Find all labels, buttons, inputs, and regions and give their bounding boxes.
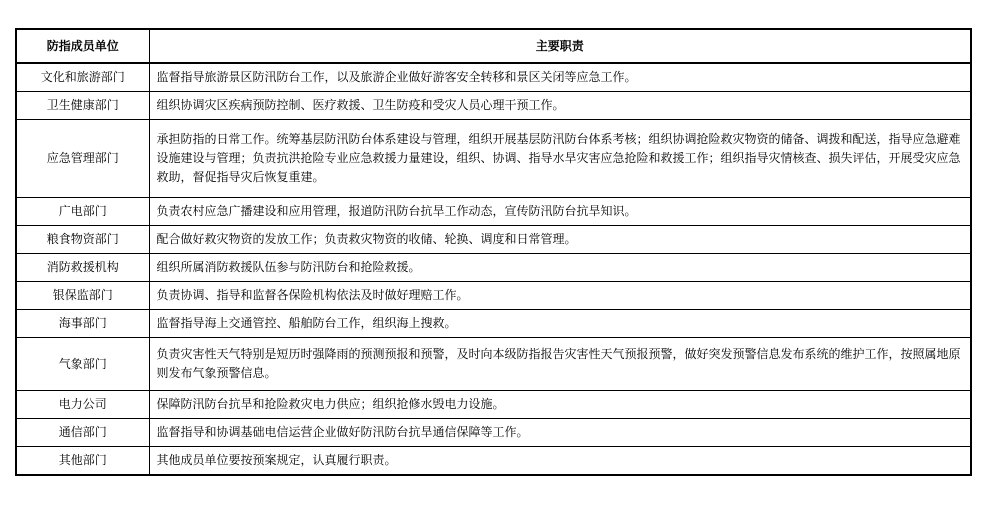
unit-cell: 粮食物资部门 bbox=[16, 226, 149, 254]
unit-cell: 应急管理部门 bbox=[16, 120, 149, 198]
table-row bbox=[16, 391, 971, 419]
unit-cell: 广电部门 bbox=[16, 198, 149, 226]
duty-cell: 监督指导海上交通管控、船舶防台工作，组织海上搜救。 bbox=[149, 310, 971, 338]
table-row bbox=[16, 198, 971, 226]
duty-cell: 负责农村应急广播建设和应用管理，报道防汛防台抗旱工作动态，宣传防汛防台抗旱知识。 bbox=[149, 198, 971, 226]
duty-cell: 其他成员单位要按预案规定，认真履行职责。 bbox=[149, 447, 971, 476]
duty-cell: 承担防指的日常工作。统筹基层防汛防台体系建设与管理，组织开展基层防汛防台体系考核；组织协调抢险救灾物资的储备、调拨和配送，指导应急避难设施建设与管理；负责抗洪抢险专业应急救援力量建设，组织、协调、指导水旱灾害应急抢险和救援工作；组织指导灾情核查、损失评估，开展受灾应急救助，督促指导灾后恢复重建。 bbox=[149, 120, 971, 198]
table-row bbox=[16, 226, 971, 254]
unit-cell: 气象部门 bbox=[16, 338, 149, 391]
duty-table bbox=[15, 28, 972, 476]
table-row bbox=[16, 254, 971, 282]
duty-cell: 监督指导旅游景区防汛防台工作，以及旅游企业做好游客安全转移和景区关闭等应急工作。 bbox=[149, 63, 971, 92]
unit-cell: 海事部门 bbox=[16, 310, 149, 338]
unit-cell: 银保监部门 bbox=[16, 282, 149, 310]
table-row bbox=[16, 338, 971, 391]
header-unit: 防指成员单位 bbox=[16, 29, 149, 63]
duty-cell: 监督指导和协调基础电信运营企业做好防汛防台抗旱通信保障等工作。 bbox=[149, 419, 971, 447]
table-header-row bbox=[16, 29, 971, 63]
duty-cell: 负责协调、指导和监督各保险机构依法及时做好理赔工作。 bbox=[149, 282, 971, 310]
table-row bbox=[16, 63, 971, 92]
duty-cell: 配合做好救灾物资的发放工作；负责救灾物资的收储、轮换、调度和日常管理。 bbox=[149, 226, 971, 254]
duty-cell: 保障防汛防台抗旱和抢险救灾电力供应；组织抢修水毁电力设施。 bbox=[149, 391, 971, 419]
unit-cell: 消防救援机构 bbox=[16, 254, 149, 282]
table-row bbox=[16, 282, 971, 310]
duty-cell: 组织协调灾区疾病预防控制、医疗救援、卫生防疫和受灾人员心理干预工作。 bbox=[149, 92, 971, 120]
unit-cell: 其他部门 bbox=[16, 447, 149, 476]
table-row bbox=[16, 92, 971, 120]
duty-cell: 组织所属消防救援队伍参与防汛防台和抢险救援。 bbox=[149, 254, 971, 282]
unit-cell: 通信部门 bbox=[16, 419, 149, 447]
unit-cell: 卫生健康部门 bbox=[16, 92, 149, 120]
table-row bbox=[16, 447, 971, 476]
unit-cell: 电力公司 bbox=[16, 391, 149, 419]
table-row bbox=[16, 120, 971, 198]
unit-cell: 文化和旅游部门 bbox=[16, 63, 149, 92]
table-row bbox=[16, 310, 971, 338]
header-duty: 主要职责 bbox=[149, 29, 971, 63]
table-row bbox=[16, 419, 971, 447]
duty-cell: 负责灾害性天气特别是短历时强降雨的预测预报和预警，及时向本级防指报告灾害性天气预报预警，做好突发预警信息发布系统的维护工作，按照属地原则发布气象预警信息。 bbox=[149, 338, 971, 391]
